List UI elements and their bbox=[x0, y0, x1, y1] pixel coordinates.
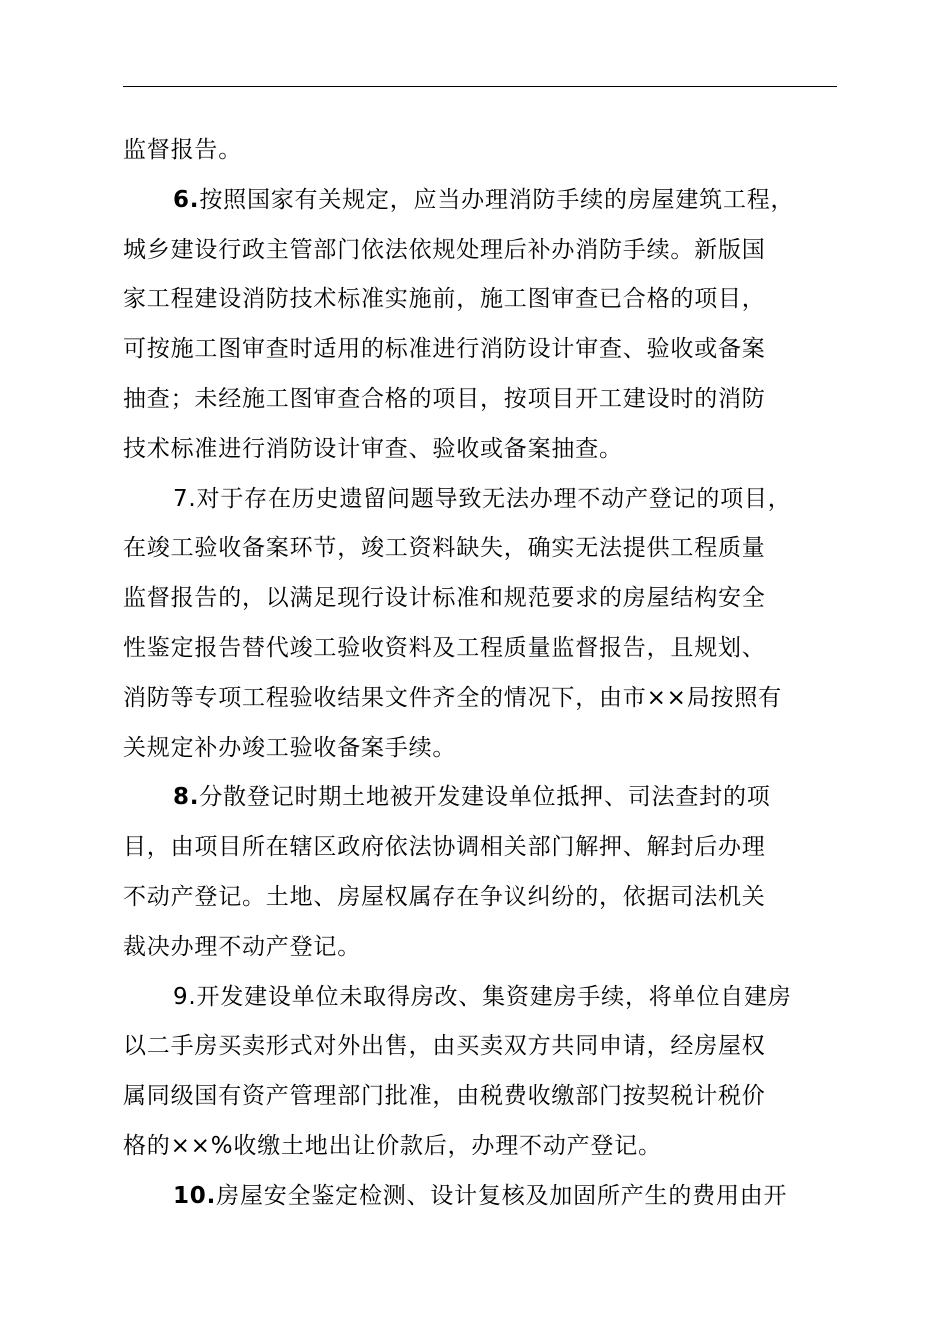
line-text: 不动产登记。土地、房屋权属存在争议纠纷的，依据司法机关 bbox=[123, 883, 766, 910]
line-text: 可按施工图审查时适用的标准进行消防设计审查、验收或备案 bbox=[123, 336, 766, 363]
text-line bbox=[123, 1172, 839, 1222]
line-text: 家工程建设消防技术标准实施前，施工图审查已合格的项目， bbox=[123, 286, 766, 313]
line-text: 目，由项目所在辖区政府依法协调相关部门解押、解封后办理 bbox=[123, 834, 766, 861]
line-text: 以二手房买卖形式对外出售，由买卖双方共同申请，经房屋权 bbox=[123, 1033, 766, 1060]
item-number: 9. bbox=[173, 983, 197, 1010]
line-text: 房屋安全鉴定检测、设计复核及加固所产生的费用由开 bbox=[216, 1182, 788, 1209]
text-line bbox=[123, 375, 839, 425]
text-line bbox=[123, 126, 839, 176]
text-line bbox=[123, 724, 839, 774]
line-text: 裁决办理不动产登记。 bbox=[123, 933, 361, 960]
text-line bbox=[123, 923, 839, 973]
item-number: 10. bbox=[173, 1182, 217, 1209]
line-text: 按照国家有关规定，应当办理消防手续的房屋建筑工程， bbox=[199, 186, 795, 213]
text-line bbox=[123, 425, 839, 475]
text-line bbox=[123, 574, 839, 624]
text-line bbox=[123, 275, 839, 325]
text-line bbox=[123, 176, 839, 226]
line-text: 属同级国有资产管理部门批准，由税费收缴部门按契税计税价 bbox=[123, 1083, 766, 1110]
line-text: 关规定补办竣工验收备案手续。 bbox=[123, 734, 457, 761]
text-line bbox=[123, 475, 839, 525]
item-number: 8. bbox=[173, 784, 200, 811]
item-number: 7. bbox=[173, 485, 197, 512]
line-text: 监督报告的，以满足现行设计标准和规范要求的房屋结构安全 bbox=[123, 585, 766, 612]
text-line bbox=[123, 973, 839, 1023]
line-text: 监督报告。 bbox=[123, 137, 242, 163]
text-line bbox=[123, 823, 839, 873]
line-text: 城乡建设行政主管部门依法依规处理后补办消防手续。新版国 bbox=[123, 236, 766, 263]
line-text: 技术标准进行消防设计审查、验收或备案抽查。 bbox=[123, 435, 623, 462]
text-line bbox=[123, 1022, 839, 1072]
line-text: 格的××%收缴土地出让价款后，办理不动产登记。 bbox=[123, 1132, 662, 1159]
line-text: 开发建设单位未取得房改、集资建房手续，将单位自建房 bbox=[196, 983, 792, 1010]
line-text: 抽查；未经施工图审查合格的项目，按项目开工建设时的消防 bbox=[123, 385, 766, 412]
text-line bbox=[123, 524, 839, 574]
text-line bbox=[123, 226, 839, 276]
text-line bbox=[123, 773, 839, 823]
text-line bbox=[123, 1122, 839, 1172]
header-rule bbox=[123, 86, 837, 87]
line-text: 消防等专项工程验收结果文件齐全的情况下，由市××局按照有 bbox=[123, 684, 782, 711]
line-text: 性鉴定报告替代竣工验收资料及工程质量监督报告，且规划、 bbox=[123, 634, 766, 661]
line-text: 在竣工验收备案环节，竣工资料缺失，确实无法提供工程质量 bbox=[123, 535, 766, 562]
document-body bbox=[123, 126, 839, 1222]
text-line bbox=[123, 873, 839, 923]
text-line bbox=[123, 1072, 839, 1122]
text-line bbox=[123, 624, 839, 674]
text-line bbox=[123, 674, 839, 724]
text-line bbox=[123, 325, 839, 375]
line-text: 对于存在历史遗留问题导致无法办理不动产登记的项目， bbox=[196, 485, 792, 512]
line-text: 分散登记时期土地被开发建设单位抵押、司法查封的项 bbox=[199, 784, 771, 811]
item-number: 6. bbox=[173, 186, 200, 213]
